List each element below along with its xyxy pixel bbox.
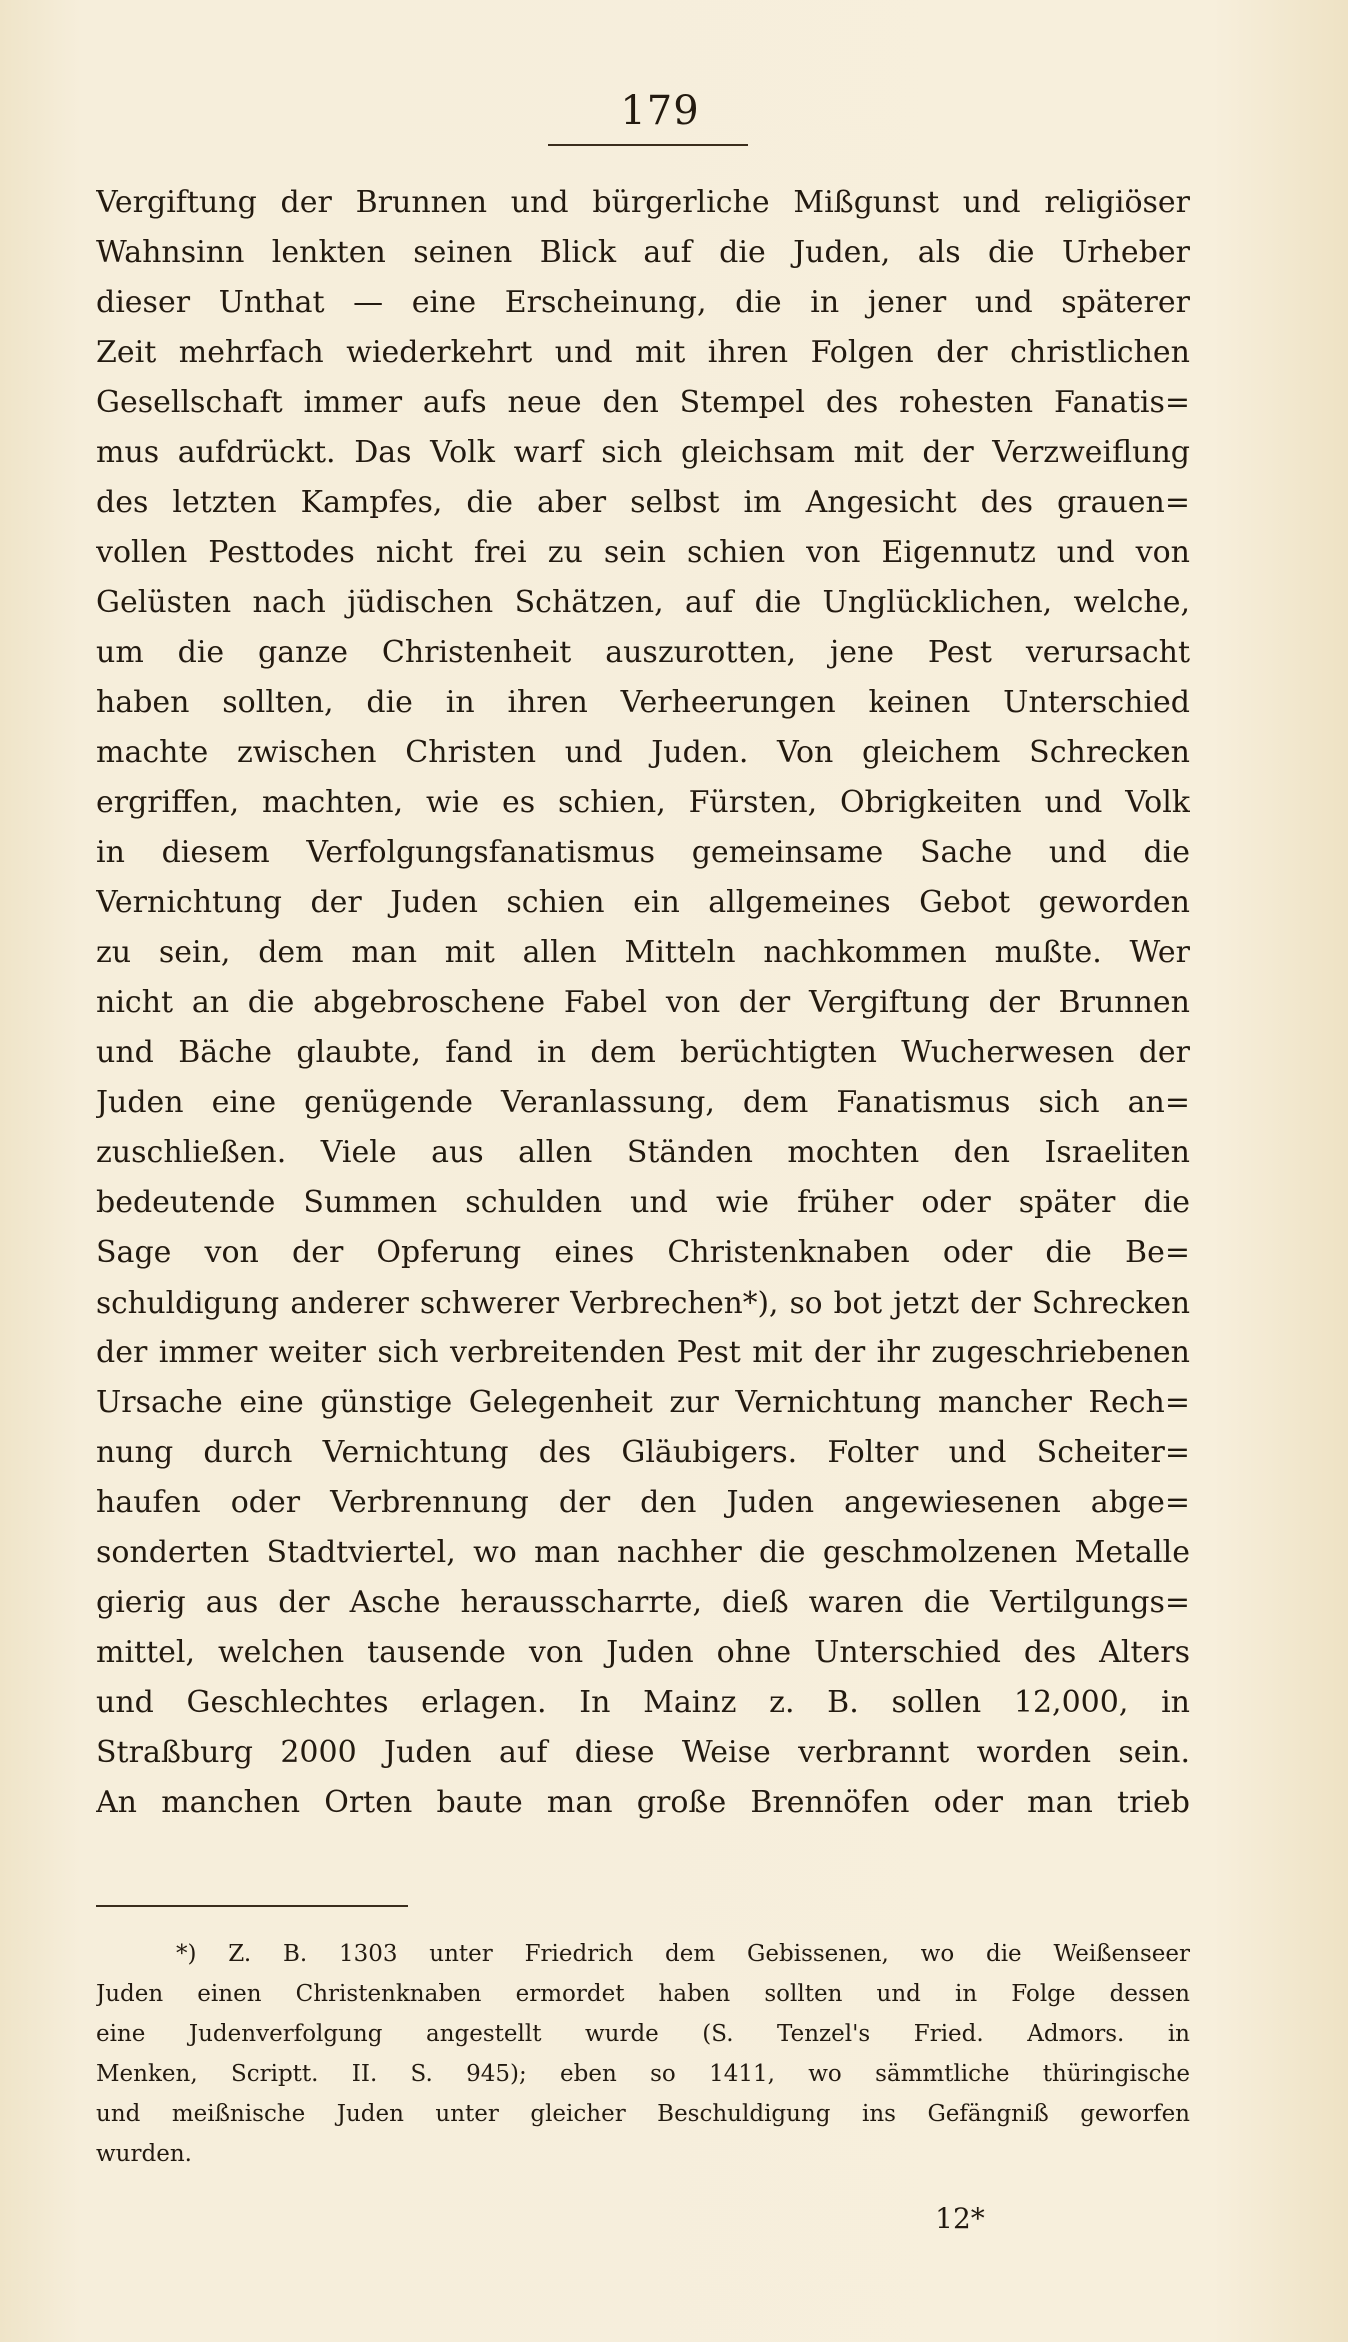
text-line: Ursache eine günstige Gelegenheit zur Vernichtung mancher Rech= [96, 1385, 1190, 1420]
text-line: nung durch Vernichtung des Gläubigers. Folter und Scheiter= [96, 1435, 1190, 1470]
text-line: Zeit mehrfach wiederkehrt und mit ihren Folgen der christlichen [96, 335, 1190, 370]
text-line: Vergiftung der Brunnen und bürgerliche Mißgunst und religiöser [96, 185, 1190, 220]
text-line: An manchen Orten baute man große Brennöfen oder man trieb [96, 1785, 1190, 1820]
footnote-line: Menken, Scriptt. II. S. 945); eben so 1411, wo sämmtliche thüringische [96, 2061, 1190, 2087]
text-line: haben sollten, die in ihren Verheerungen keinen Unterschied [96, 685, 1190, 720]
text-line: sonderten Stadtviertel, wo man nachher die geschmolzenen Metalle [96, 1535, 1190, 1570]
footnote-line: *) Z. B. 1303 unter Friedrich dem Gebissenen, wo die Weißenseer [176, 1941, 1190, 1967]
text-line: des letzten Kampfes, die aber selbst im Angesicht des grauen= [96, 485, 1190, 520]
page-number: 179 [620, 88, 700, 134]
text-line: vollen Pesttodes nicht frei zu sein schien von Eigennutz und von [96, 535, 1190, 570]
text-line: mus aufdrückt. Das Volk warf sich gleichsam mit der Verzweiflung [96, 435, 1190, 470]
footnote-line: wurden. [96, 2141, 192, 2167]
text-line: mittel, welchen tausende von Juden ohne Unterschied des Alters [96, 1635, 1190, 1670]
text-line: in diesem Verfolgungsfanatismus gemeinsame Sache und die [96, 835, 1190, 870]
footnote-line: eine Judenverfolgung angestellt wurde (S. Tenzel's Fried. Admors. in [96, 2021, 1190, 2047]
text-line: Juden eine genügende Veranlassung, dem Fanatismus sich an= [96, 1085, 1190, 1120]
header-rule [548, 144, 748, 146]
text-line: machte zwischen Christen und Juden. Von gleichem Schrecken [96, 735, 1190, 770]
text-line: der immer weiter sich verbreitenden Pest mit der ihr zugeschriebenen [96, 1335, 1190, 1370]
text-line: zuschließen. Viele aus allen Ständen mochten den Israeliten [96, 1135, 1190, 1170]
text-line: schuldigung anderer schwerer Verbrechen*), so bot jetzt der Schrecken [96, 1286, 1190, 1320]
text-line: nicht an die abgebroschene Fabel von der Vergiftung der Brunnen [96, 985, 1190, 1020]
text-line: um die ganze Christenheit auszurotten, jene Pest verursacht [96, 635, 1190, 670]
text-line: und Geschlechtes erlagen. In Mainz z. B. sollen 12,000, in [96, 1685, 1190, 1720]
text-line: Straßburg 2000 Juden auf diese Weise verbrannt worden sein. [96, 1735, 1190, 1770]
text-line: dieser Unthat — eine Erscheinung, die in jener und späterer [96, 285, 1190, 320]
text-line: zu sein, dem man mit allen Mitteln nachkommen mußte. Wer [96, 935, 1190, 970]
signature-mark: 12* [935, 2202, 985, 2235]
text-line: haufen oder Verbrennung der den Juden angewiesenen abge= [96, 1485, 1190, 1520]
text-line: Sage von der Opferung eines Christenknaben oder die Be= [96, 1235, 1190, 1270]
text-line: bedeutende Summen schulden und wie früher oder später die [96, 1185, 1190, 1220]
text-line: ergriffen, machten, wie es schien, Fürsten, Obrigkeiten und Volk [96, 785, 1190, 820]
footnote-rule [96, 1905, 408, 1907]
text-line: Gelüsten nach jüdischen Schätzen, auf die Unglücklichen, welche, [96, 585, 1190, 620]
footnote-line: Juden einen Christenknaben ermordet haben sollten und in Folge dessen [96, 1981, 1190, 2007]
text-line: und Bäche glaubte, fand in dem berüchtigten Wucherwesen der [96, 1035, 1190, 1070]
text-line: gierig aus der Asche herausscharrte, dieß waren die Vertilgungs= [96, 1585, 1190, 1620]
text-line: Vernichtung der Juden schien ein allgemeines Gebot geworden [96, 885, 1190, 920]
text-line: Wahnsinn lenkten seinen Blick auf die Juden, als die Urheber [96, 235, 1190, 270]
text-line: Gesellschaft immer aufs neue den Stempel des rohesten Fanatis= [96, 385, 1190, 420]
footnote [96, 1934, 1190, 2174]
footnote-line: und meißnische Juden unter gleicher Beschuldigung ins Gefängniß geworfen [96, 2101, 1190, 2127]
body-text [96, 178, 1190, 1828]
